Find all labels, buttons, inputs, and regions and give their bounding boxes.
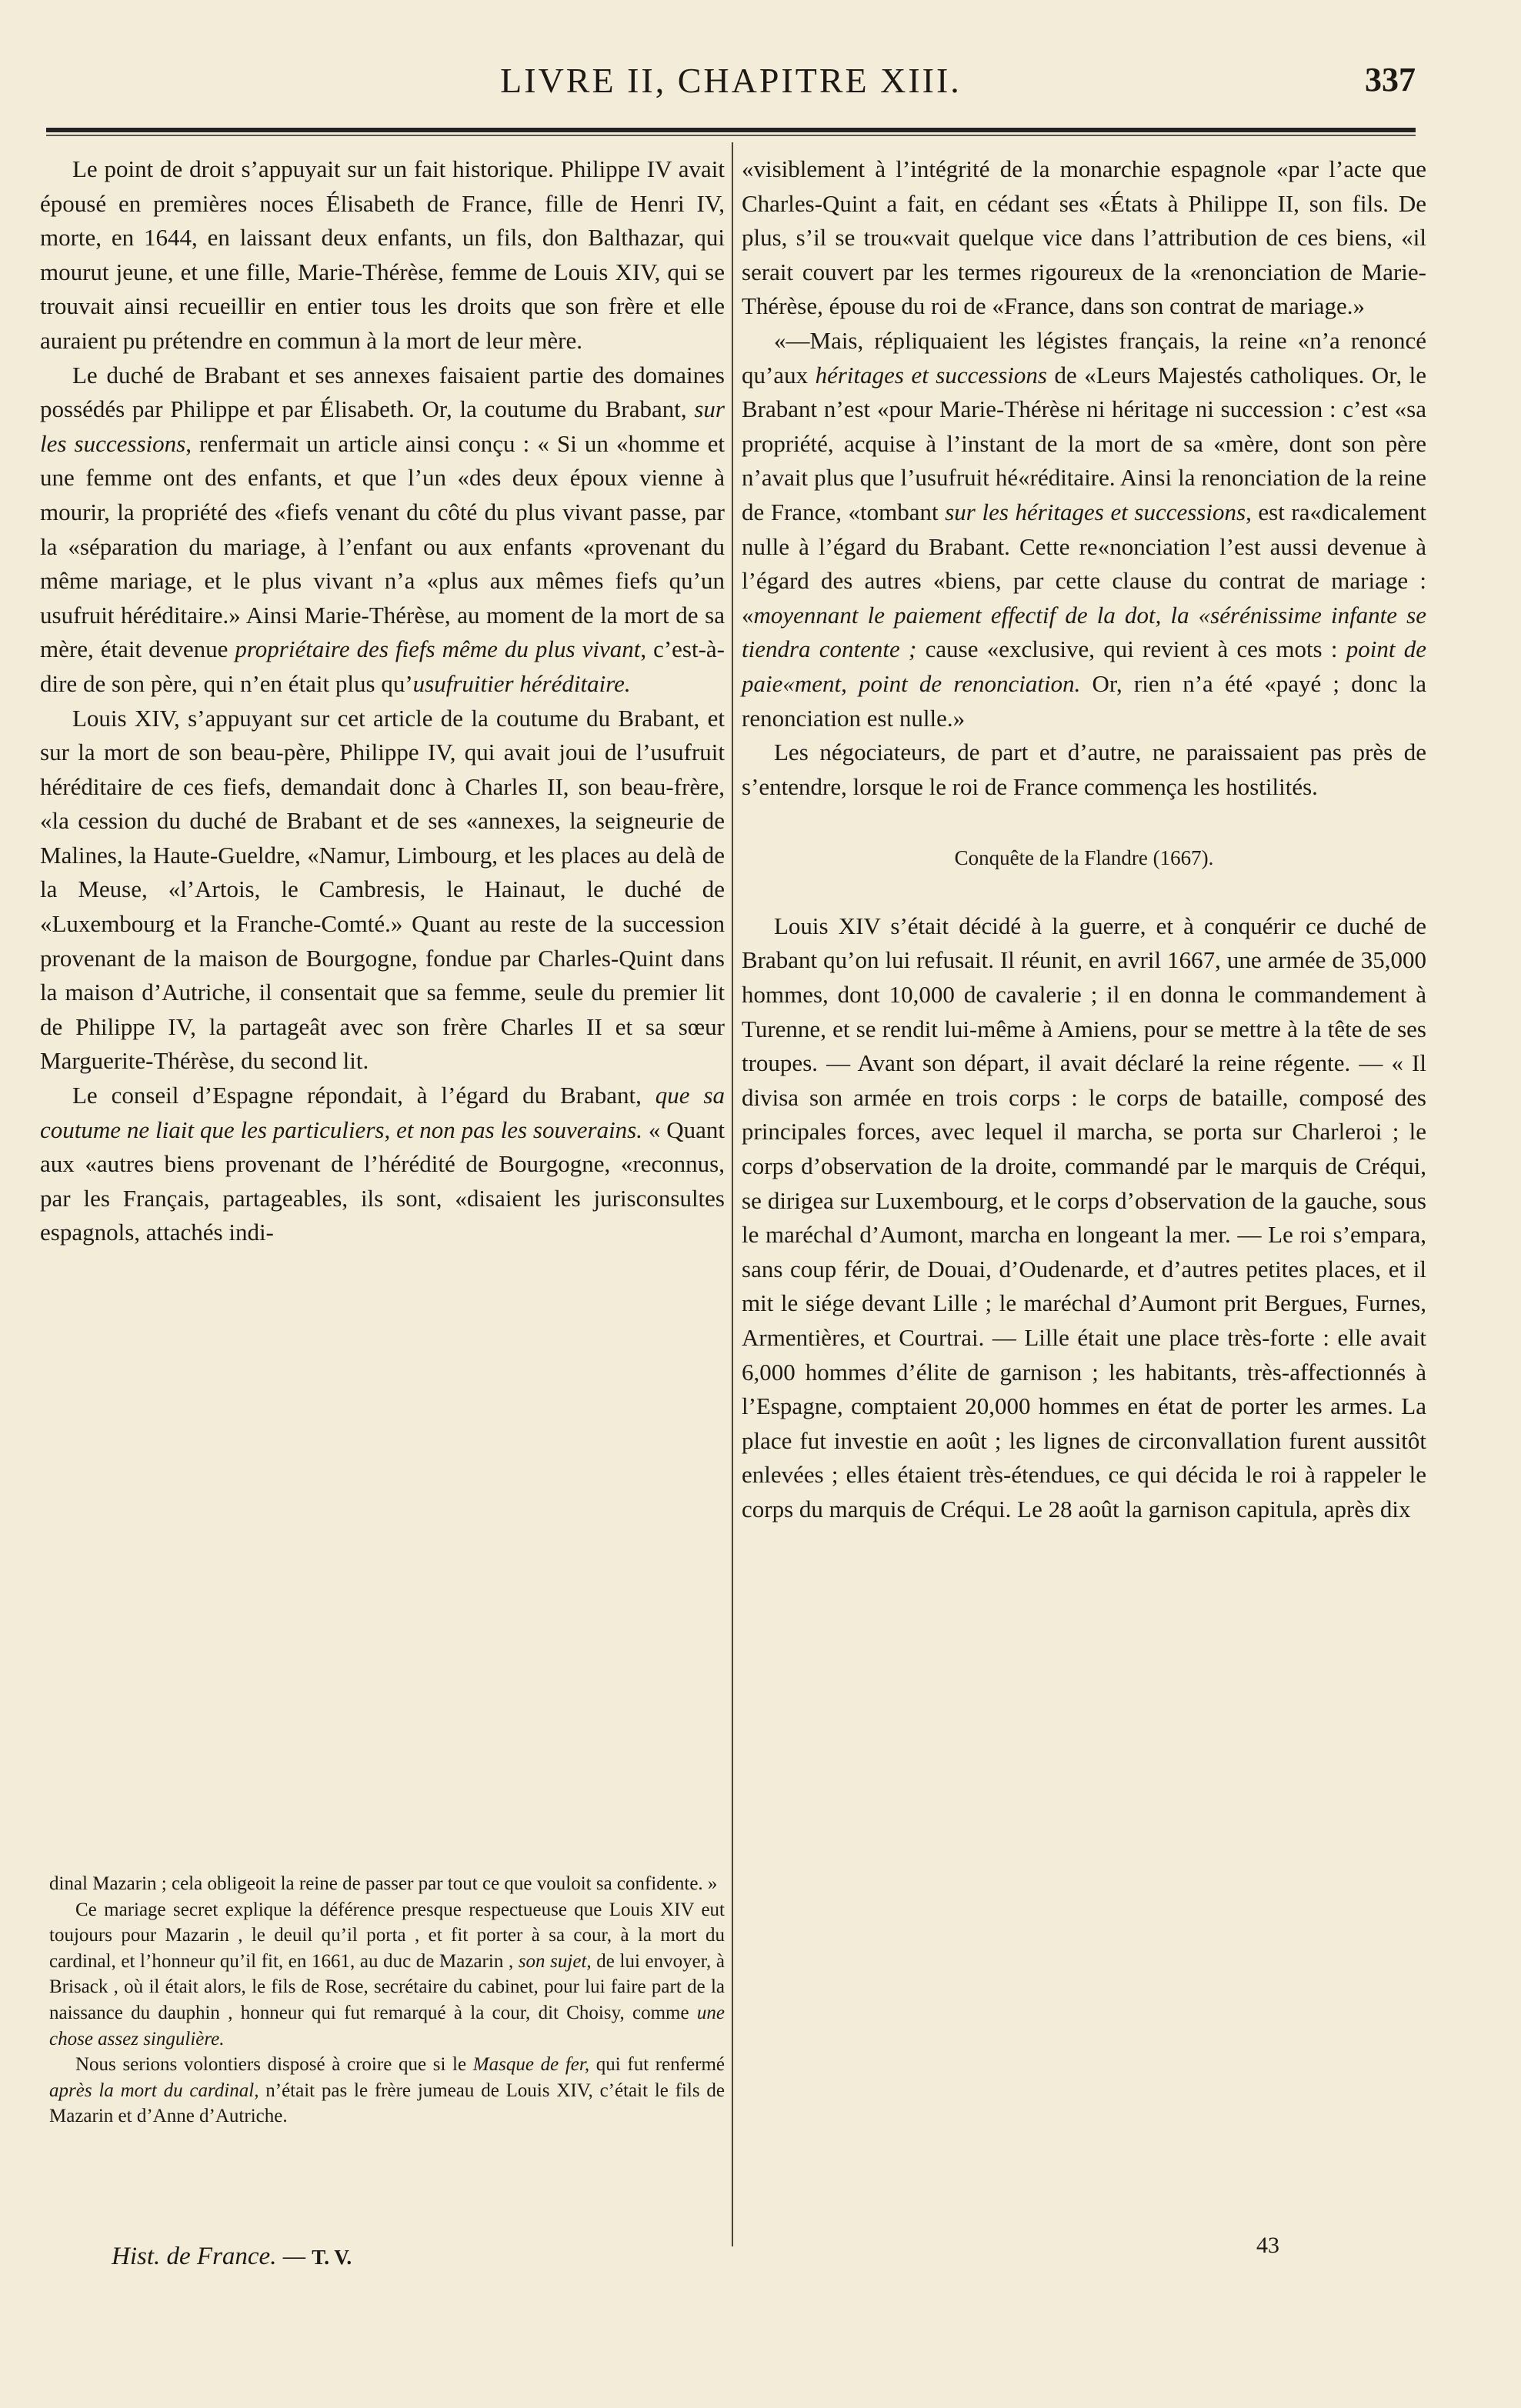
text-run: , est ra«dicalement nulle à l’égard du Brabant. Cette re«nonciation l’est aussi devenue à l’égard des autres «biens, par cette clause du contrat de mariage : « bbox=[742, 498, 1426, 629]
footnote bbox=[49, 2052, 725, 2130]
header-rule bbox=[46, 128, 1416, 132]
text-run: de «Leurs Majestés catholiques. Or, le Brabant n’est «pour Marie-Thérèse ni héritage ni succession : c’est «sa propriété, acquise à l’instant de la mort de sa «mère, dont son père n’avait plus que l’usufruit hé«réditaire. Ainsi la renonciation de la reine de France, «tombant bbox=[742, 361, 1426, 525]
text-run: , renfermait un article ainsi conçu : « Si un «homme et une femme ont des enfants, et que l’un «des deux époux vienne à mourir, la propriété des «fiefs venant du côté du plus vivant passe, par la «séparation du mariage, à l’enfant ou aux enfants «provenant du même mariage, et le plus vivant n’a «plus aux mêmes fiefs qu’un usufruit héréditaire.» Ainsi Marie-Thérèse, au moment de la mort de sa mère, était devenue bbox=[40, 429, 725, 663]
italic-run: point de paie«ment, point de renonciation. bbox=[742, 635, 1426, 697]
left-column bbox=[40, 152, 725, 1250]
text-run: , c’est-à-dire de son père, qui n’en était plus qu’ bbox=[40, 635, 725, 697]
running-title: LIVRE II, CHAPITRE XIII. bbox=[500, 61, 962, 100]
footnote bbox=[49, 1897, 725, 2053]
source-citation bbox=[112, 2243, 352, 2271]
italic-run: propriétaire des fiefs même du plus vivant bbox=[235, 635, 641, 663]
text-run: Le conseil d’Espagne répondait, à l’égard du Brabant, bbox=[72, 1082, 655, 1109]
footnotes bbox=[49, 1871, 725, 2130]
right-column bbox=[742, 152, 1426, 1527]
italic-run: Masque de fer, bbox=[472, 2054, 590, 2076]
italic-run: son sujet, bbox=[518, 1950, 592, 1972]
source-title: Hist. de France. — bbox=[112, 2243, 306, 2270]
column-divider bbox=[732, 142, 733, 2246]
text-run: qui fut renfermé bbox=[589, 2054, 725, 2076]
italic-run: après la mort du cardinal, bbox=[49, 2079, 259, 2101]
italic-run: moyennant le paiement effectif de la dot, la «sérénissime infante se tiendra contente ; bbox=[742, 601, 1426, 663]
footnote: dinal Mazarin ; cela obligeoit la reine de passer par tout ce que vouloit sa confidente. » bbox=[49, 1873, 718, 1894]
text-run: Le duché de Brabant et ses annexes faisaient partie des domaines possédés par Philippe et par Élisabeth. Or, la coutume du Brabant, bbox=[40, 361, 725, 423]
italic-run: sur les successions bbox=[40, 395, 725, 457]
paragraph: Louis XIV s’était décidé à la guerre, et à conquérir ce duché de Brabant qu’on lui refusait. Il réunit, en avril 1667, une armée de 35,000 hommes, dont 10,000 de cavalerie ; il en donna le commandement à Turenne, et se rendit lui-même à Amiens, pour se mettre à la tête de ses troupes. — Avant son départ, il avait déclaré la reine régente. — « Il divisa son armée en trois corps : le corps de bataille, composé des principales forces, avec lequel il marcha, se porta sur Charleroi ; le corps d’observation de la droite, commandé par le marquis de Créqui, se dirigea sur Luxembourg, et le corps d’observation de la gauche, sous le maréchal d’Aumont, marcha en longeant la mer. — Le roi s’empara, sans coup férir, de Douai, d’Oudenarde, et d’autres petites places, et il mit le siége devant Lille ; le maréchal d’Aumont prit Bergues, Furnes, Armentières, et Courtrai. — Lille était une place très-forte : elle avait 6,000 hommes d’élite de garnison ; les habitants, très-affectionnés à l’Espagne, comptaient 20,000 hommes en état de porter les armes. La place fut investie en août ; les lignes de circonvallation furent aussitôt enlevées ; elles étaient très-étendues, ce qui décida le roi à rappeler le corps du marquis de Créqui. Le 28 août la garnison capitula, après dix bbox=[742, 912, 1426, 1523]
italic-run: que sa coutume ne liait que les particuliers, et non pas les souverains. bbox=[40, 1082, 725, 1143]
signature-mark: 43 bbox=[1256, 2233, 1279, 2258]
text-run: « Quant aux «autres biens provenant de l’hérédité de Bourgogne, «reconnus, par les Français, partageables, ils sont, «disaient les jurisconsultes espagnols, attachés indi- bbox=[40, 1116, 725, 1246]
italic-run: sur les héritages et successions bbox=[945, 498, 1246, 525]
text-run: Ce mariage secret explique la déférence presque respectueuse que Louis XIV eut toujours pour Mazarin , le deuil qu’il porta , et fit porter à sa cour, à la mort du cardinal, et l’honneur qu’il fit, en 1661, au duc de Mazarin , bbox=[49, 1899, 725, 1972]
text-run: de lui envoyer, à Brisack , où il était alors, le fils de Rose, secrétaire du cabinet, pour lui faire part de la naissance du dauphin , honneur qui fut remarqué à la cour, dit Choisy, comme bbox=[49, 1950, 725, 2023]
italic-run: usufruitier héréditaire. bbox=[412, 669, 631, 697]
paragraph bbox=[742, 324, 1426, 735]
text-run: Nous serions volontiers disposé à croire que si le bbox=[75, 2054, 473, 2076]
paragraph bbox=[40, 1079, 725, 1250]
text-run: «—Mais, répliquaient les légistes français, la reine «n’a renoncé qu’aux bbox=[742, 326, 1426, 389]
paragraph bbox=[40, 359, 725, 702]
text-run: Or, rien n’a été «payé ; donc la renonciation est nulle.» bbox=[742, 669, 1426, 732]
source-volume: T. V. bbox=[312, 2246, 352, 2269]
italic-run: une chose assez singulière. bbox=[49, 2002, 725, 2049]
header-rule-thin bbox=[46, 135, 1416, 136]
running-header bbox=[46, 60, 1416, 114]
italic-run: héritages et successions bbox=[815, 361, 1047, 389]
paragraph: Le point de droit s’appuyait sur un fait historique. Philippe IV avait épousé en premières noces Élisabeth de France, fille de Henri IV, morte, en 1644, en laissant deux enfants, un fils, don Balthazar, qui mourut jeune, et une fille, Marie-Thérèse, femme de Louis XIV, qui se trouvait ainsi recueillir en entier tous les droits que son frère et elle auraient pu prétendre en commun à la mort de leur mère. bbox=[40, 155, 725, 354]
text-run: n’était pas le frère jumeau de Louis XIV, c’était le fils de Mazarin et d’Anne d’Autriche. bbox=[49, 2079, 725, 2127]
paragraph: Les négociateurs, de part et d’autre, ne paraissaient pas près de s’entendre, lorsque le roi de France commença les hostilités. bbox=[742, 739, 1426, 800]
section-title: Conquête de la Flandre (1667). bbox=[954, 846, 1214, 870]
page-number: 337 bbox=[1365, 61, 1416, 98]
paragraph: Louis XIV, s’appuyant sur cet article de la coutume du Brabant, et sur la mort de son beau-père, Philippe IV, qui avait joui de l’usufruit héréditaire de ces fiefs, demandait donc à Charles II, son beau-frère, «la cession du duché de Brabant et de ses «annexes, la seigneurie de Malines, la Haute-Gueldre, «Namur, Limbourg, et les places au delà de la Meuse, «l’Artois, le Cambresis, le Hainaut, le duché de «Luxembourg et la Franche-Comté.» Quant au reste de la succession provenant de la maison de Bourgogne, fondue par Charles-Quint dans la maison d’Autriche, il consentait que sa femme, seule du premier lit de Philippe IV, la partageât avec son frère Charles II et sa sœur Marguerite-Thérèse, du second lit. bbox=[40, 704, 725, 1075]
paragraph: «visiblement à l’intégrité de la monarchie espagnole «par l’acte que Charles-Quint a fait, en cédant ses «États à Philippe II, son fils. De plus, s’il se trou«vait quelque vice dans l’attribution de ces biens, «il serait couvert par les termes rigoureux de la «renonciation de Marie-Thérèse, épouse du roi de «France, dans son contrat de mariage.» bbox=[742, 155, 1426, 320]
text-run: cause «exclusive, qui revient à ces mots : bbox=[916, 635, 1346, 663]
